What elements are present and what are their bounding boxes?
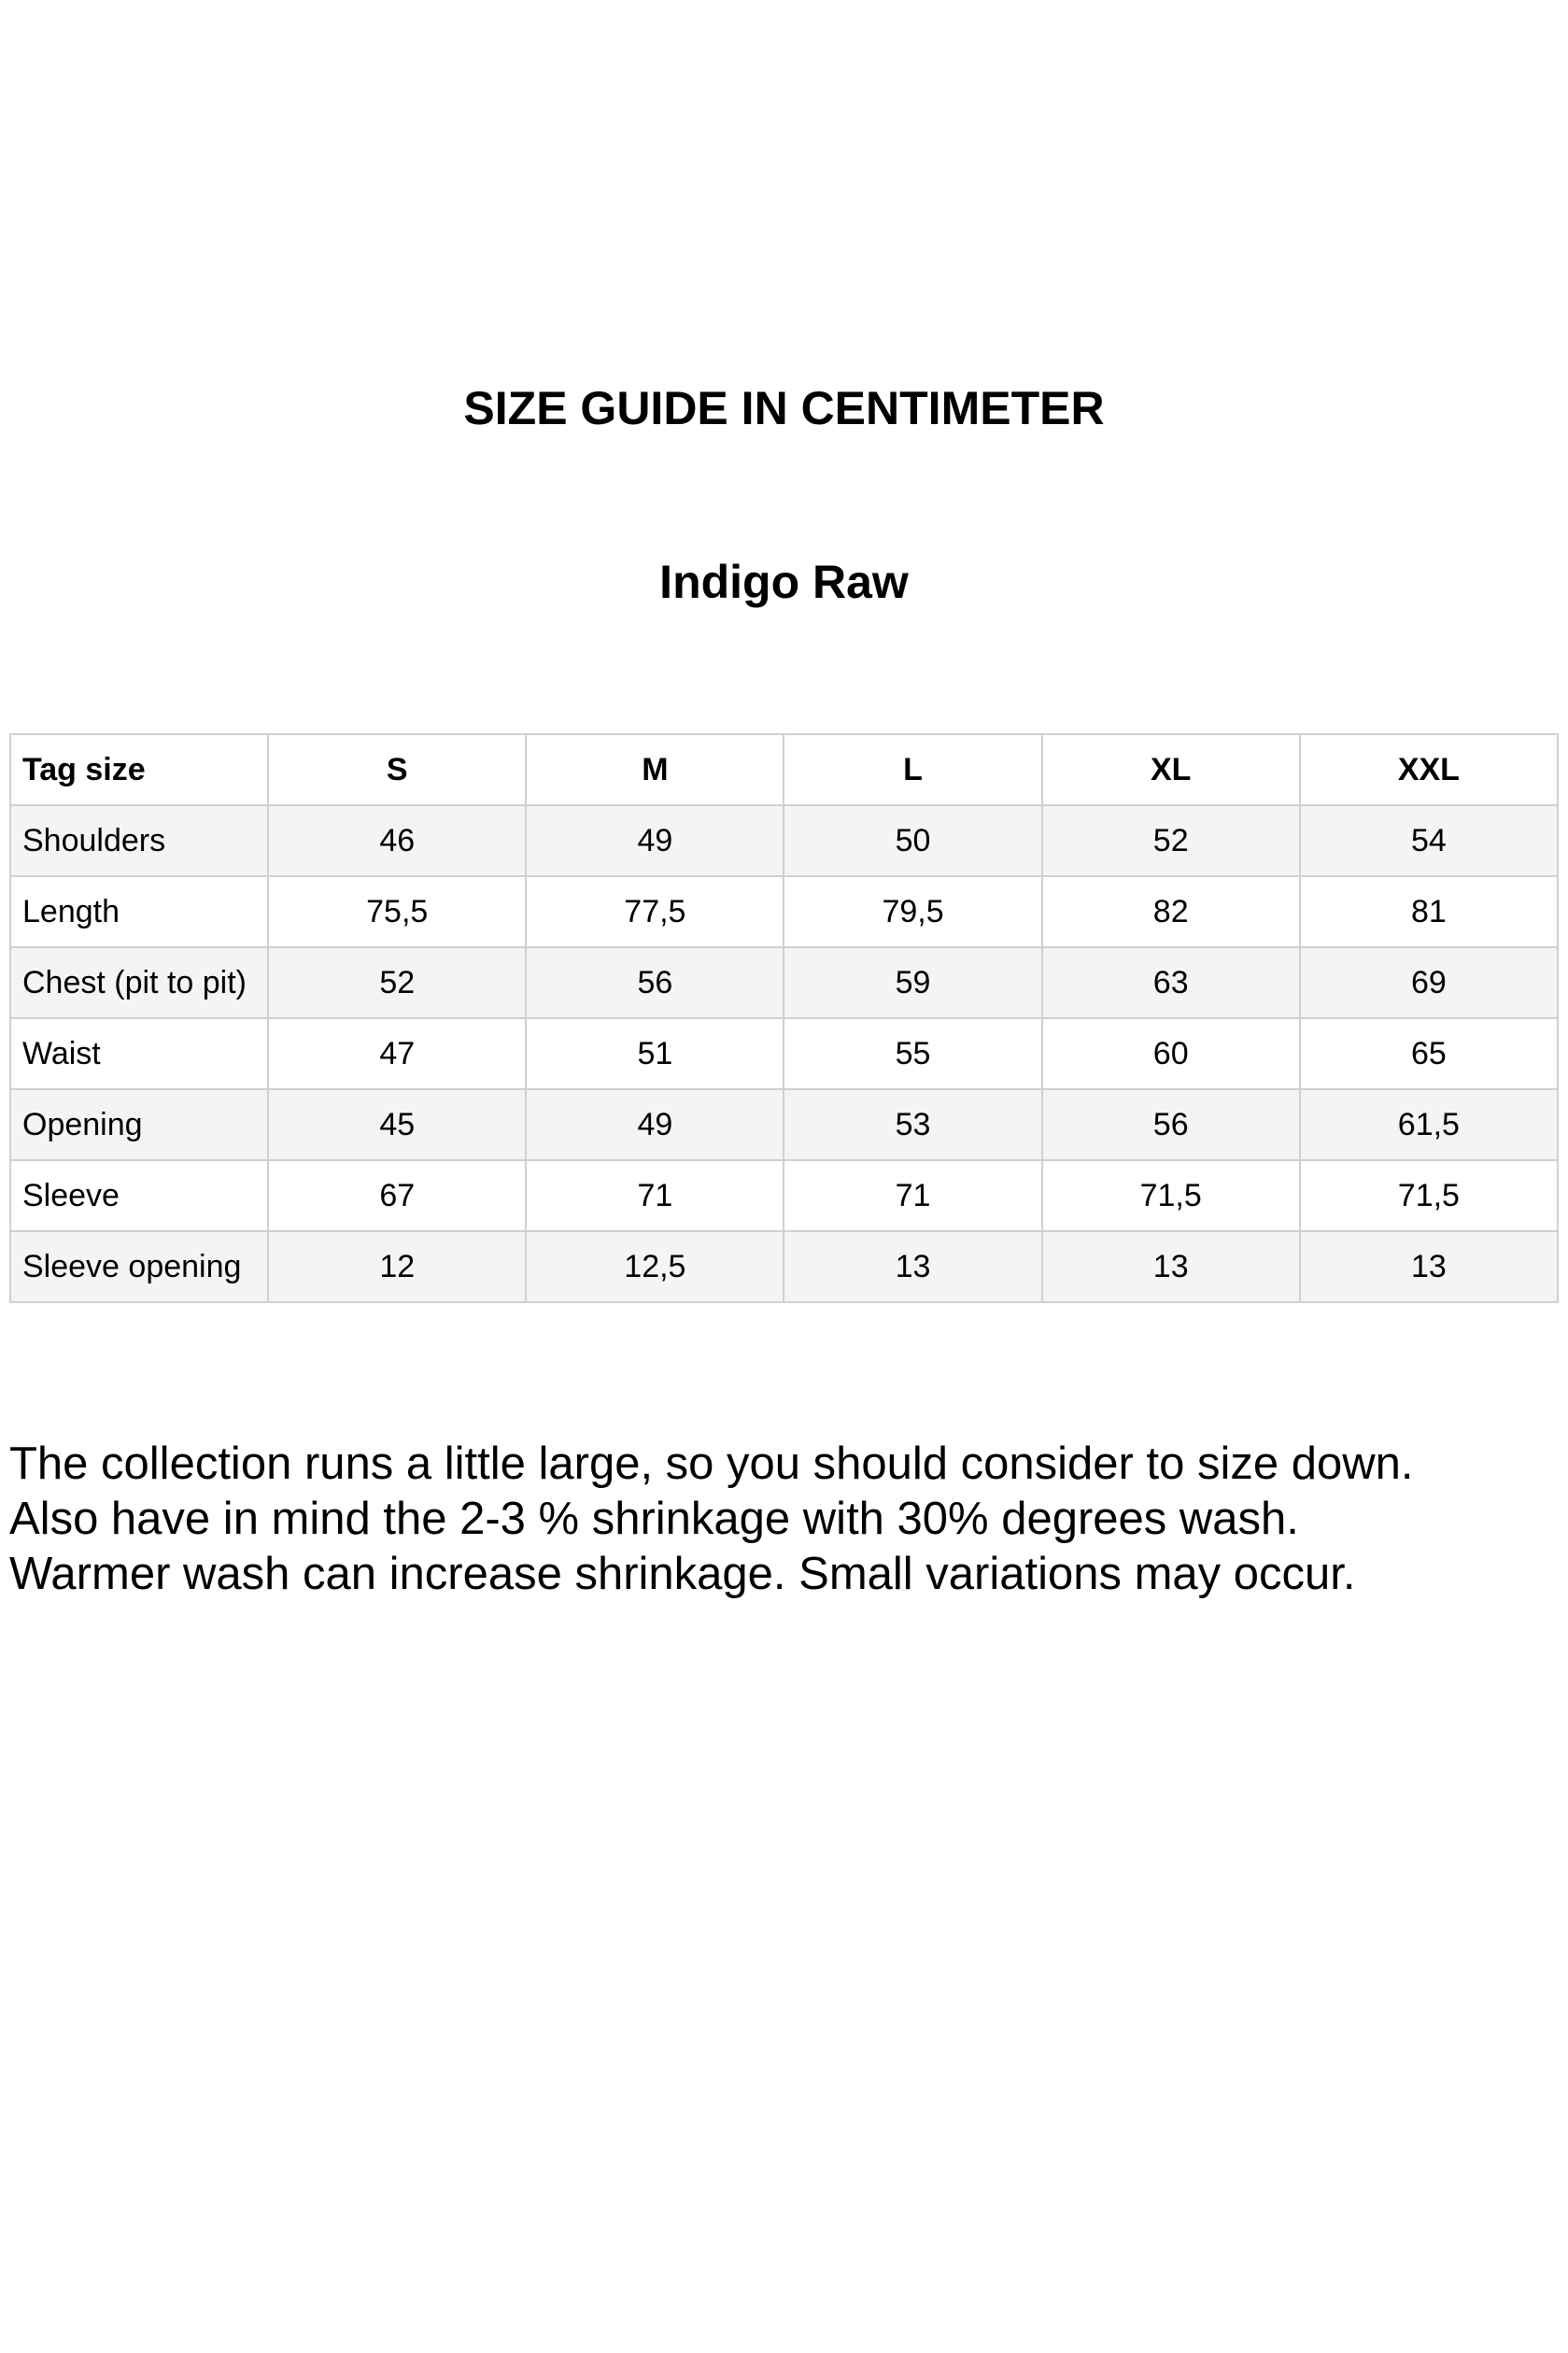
table-row — [10, 876, 1558, 947]
table-row — [10, 1231, 1558, 1302]
header-cell-size: S — [268, 734, 526, 805]
table-cell: 13 — [1300, 1231, 1558, 1302]
row-label: Length — [10, 876, 268, 947]
row-label: Opening — [10, 1089, 268, 1160]
table-row — [10, 805, 1558, 876]
size-table — [9, 733, 1559, 1303]
table-cell: 49 — [526, 805, 784, 876]
table-cell: 56 — [526, 947, 784, 1018]
table-cell: 45 — [268, 1089, 526, 1160]
header-cell-tag-size: Tag size — [10, 734, 268, 805]
table-cell: 52 — [1042, 805, 1300, 876]
table-cell: 65 — [1300, 1018, 1558, 1089]
table-cell: 75,5 — [268, 876, 526, 947]
table-cell: 71,5 — [1042, 1160, 1300, 1231]
table-cell: 71 — [784, 1160, 1041, 1231]
header-cell-size: M — [526, 734, 784, 805]
table-cell: 13 — [784, 1231, 1041, 1302]
table-cell: 71,5 — [1300, 1160, 1558, 1231]
table-header-row — [10, 734, 1558, 805]
table-cell: 13 — [1042, 1231, 1300, 1302]
header-cell-size: XL — [1042, 734, 1300, 805]
row-label: Sleeve opening — [10, 1231, 268, 1302]
table-cell: 54 — [1300, 805, 1558, 876]
note-line: Also have in mind the 2-3 % shrinkage with 30% degrees wash. — [9, 1494, 1299, 1544]
table-cell: 81 — [1300, 876, 1558, 947]
row-label: Sleeve — [10, 1160, 268, 1231]
table-cell: 12 — [268, 1231, 526, 1302]
page-title: SIZE GUIDE IN CENTIMETER — [463, 382, 1105, 434]
table-cell: 12,5 — [526, 1231, 784, 1302]
table-cell: 53 — [784, 1089, 1041, 1160]
table-cell: 52 — [268, 947, 526, 1018]
table-cell: 47 — [268, 1018, 526, 1089]
table-cell: 50 — [784, 805, 1041, 876]
table-row — [10, 947, 1558, 1018]
table-cell: 60 — [1042, 1018, 1300, 1089]
table-cell: 46 — [268, 805, 526, 876]
table-cell: 79,5 — [784, 876, 1041, 947]
table-row — [10, 1160, 1558, 1231]
table-cell: 61,5 — [1300, 1089, 1558, 1160]
note-line: The collection runs a little large, so you should consider to size down. — [9, 1439, 1414, 1489]
table-cell: 63 — [1042, 947, 1300, 1018]
header-cell-size: XXL — [1300, 734, 1558, 805]
product-name: Indigo Raw — [659, 556, 909, 608]
sizing-note — [9, 1437, 1560, 1602]
table-cell: 77,5 — [526, 876, 784, 947]
table-cell: 51 — [526, 1018, 784, 1089]
table-cell: 56 — [1042, 1089, 1300, 1160]
note-line: Warmer wash can increase shrinkage. Small variations may occur. — [9, 1549, 1356, 1599]
row-label: Waist — [10, 1018, 268, 1089]
table-cell: 49 — [526, 1089, 784, 1160]
table-cell: 67 — [268, 1160, 526, 1231]
header-cell-size: L — [784, 734, 1041, 805]
table-cell: 69 — [1300, 947, 1558, 1018]
table-cell: 55 — [784, 1018, 1041, 1089]
table-cell: 82 — [1042, 876, 1300, 947]
table-cell: 71 — [526, 1160, 784, 1231]
row-label: Shoulders — [10, 805, 268, 876]
table-cell: 59 — [784, 947, 1041, 1018]
table-row — [10, 1089, 1558, 1160]
row-label: Chest (pit to pit) — [10, 947, 268, 1018]
table-row — [10, 1018, 1558, 1089]
